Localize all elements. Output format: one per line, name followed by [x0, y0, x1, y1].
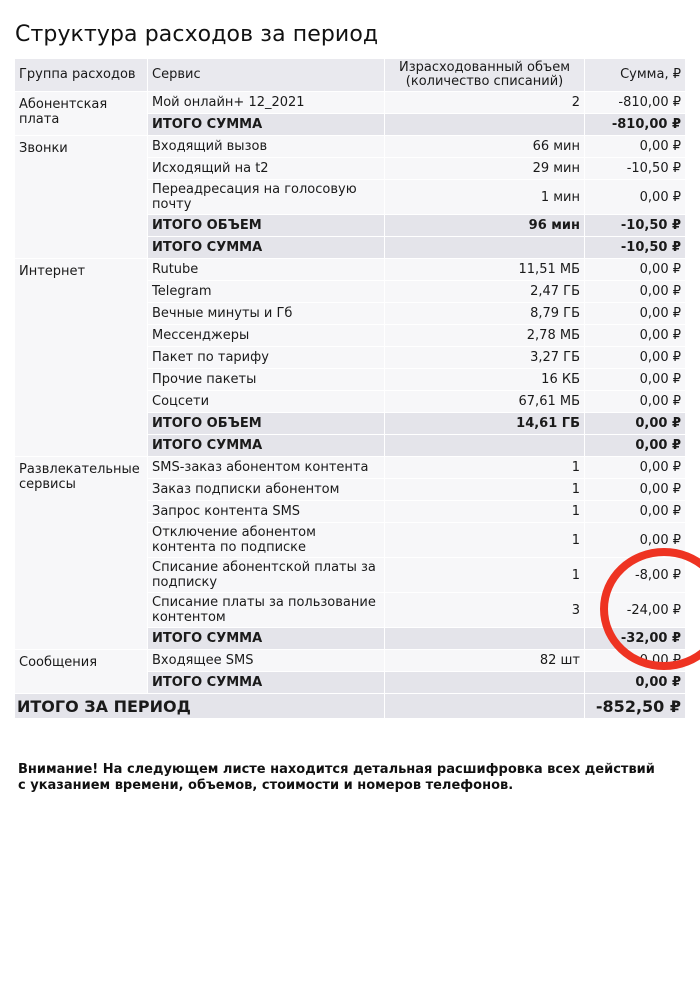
service-cell: Прочие пакеты: [148, 369, 385, 391]
period-total-spacer: [385, 694, 585, 719]
subtotal-volume: [385, 672, 585, 694]
volume-cell: 66 мин: [385, 136, 585, 158]
amount-cell: 0,00 ₽: [585, 501, 686, 523]
amount-cell: 0,00 ₽: [585, 523, 686, 558]
amount-cell: 0,00 ₽: [585, 391, 686, 413]
volume-cell: 11,51 МБ: [385, 259, 585, 281]
header-service: Сервис: [148, 59, 385, 92]
subtotal-amount: -32,00 ₽: [585, 628, 686, 650]
volume-cell: 8,79 ГБ: [385, 303, 585, 325]
service-cell: Исходящий на t2: [148, 158, 385, 180]
volume-cell: 1: [385, 501, 585, 523]
subtotal-volume: [385, 114, 585, 136]
period-total-row: [15, 694, 686, 719]
volume-cell: 1: [385, 457, 585, 479]
amount-cell: -10,50 ₽: [585, 158, 686, 180]
table-body: [15, 92, 686, 719]
group-cell: Развлекательные сервисы: [15, 457, 148, 650]
subtotal-amount: 0,00 ₽: [585, 435, 686, 457]
table-row: [15, 92, 686, 114]
service-cell: Входящее SMS: [148, 650, 385, 672]
expense-table: [14, 58, 686, 719]
service-cell: Входящий вызов: [148, 136, 385, 158]
subtotal-volume: 14,61 ГБ: [385, 413, 585, 435]
group-cell: Сообщения: [15, 650, 148, 694]
service-cell: Списание платы за пользование контентом: [148, 593, 385, 628]
subtotal-label: ИТОГО СУММА: [148, 672, 385, 694]
amount-cell: 0,00 ₽: [585, 136, 686, 158]
header-group: Группа расходов: [15, 59, 148, 92]
volume-cell: 1: [385, 523, 585, 558]
amount-cell: 0,00 ₽: [585, 369, 686, 391]
volume-cell: 2,47 ГБ: [385, 281, 585, 303]
page-title: Структура расходов за период: [15, 22, 379, 47]
amount-cell: -24,00 ₽: [585, 593, 686, 628]
service-cell: SMS-заказ абонентом контента: [148, 457, 385, 479]
subtotal-volume: [385, 628, 585, 650]
amount-cell: 0,00 ₽: [585, 281, 686, 303]
service-cell: Мой онлайн+ 12_2021: [148, 92, 385, 114]
service-cell: Мессенджеры: [148, 325, 385, 347]
subtotal-volume: 96 мин: [385, 215, 585, 237]
volume-cell: 1: [385, 558, 585, 593]
volume-cell: 3: [385, 593, 585, 628]
volume-cell: 29 мин: [385, 158, 585, 180]
subtotal-label: ИТОГО ОБЪЕМ: [148, 413, 385, 435]
group-cell: Абонентская плата: [15, 92, 148, 136]
attention-note: Внимание! На следующем листе находится детальная расшифровка всех действий с указанием времени, объемов, стоимости и номеров телефонов.: [18, 762, 655, 793]
subtotal-volume: [385, 435, 585, 457]
amount-cell: 0,00 ₽: [585, 347, 686, 369]
service-cell: Telegram: [148, 281, 385, 303]
header-amount: Сумма, ₽: [585, 59, 686, 92]
group-cell: Звонки: [15, 136, 148, 259]
amount-cell: 0,00 ₽: [585, 303, 686, 325]
volume-cell: 16 КБ: [385, 369, 585, 391]
service-cell: Соцсети: [148, 391, 385, 413]
table-header-row: [15, 59, 686, 92]
amount-cell: -810,00 ₽: [585, 92, 686, 114]
amount-cell: 0,00 ₽: [585, 457, 686, 479]
service-cell: Rutube: [148, 259, 385, 281]
subtotal-label: ИТОГО СУММА: [148, 114, 385, 136]
subtotal-amount: 0,00 ₽: [585, 672, 686, 694]
amount-cell: 0,00 ₽: [585, 259, 686, 281]
service-cell: Заказ подписки абонентом: [148, 479, 385, 501]
volume-cell: 67,61 МБ: [385, 391, 585, 413]
subtotal-amount: 0,00 ₽: [585, 413, 686, 435]
service-cell: Пакет по тарифу: [148, 347, 385, 369]
volume-cell: 3,27 ГБ: [385, 347, 585, 369]
amount-cell: 0,00 ₽: [585, 325, 686, 347]
service-cell: Запрос контента SMS: [148, 501, 385, 523]
subtotal-label: ИТОГО СУММА: [148, 237, 385, 259]
period-total-label: ИТОГО ЗА ПЕРИОД: [15, 694, 385, 719]
subtotal-amount: -10,50 ₽: [585, 237, 686, 259]
group-cell: Интернет: [15, 259, 148, 457]
subtotal-amount: -810,00 ₽: [585, 114, 686, 136]
amount-cell: 0,00 ₽: [585, 180, 686, 215]
subtotal-label: ИТОГО СУММА: [148, 435, 385, 457]
volume-cell: 82 шт: [385, 650, 585, 672]
volume-cell: 1: [385, 479, 585, 501]
amount-cell: 0,00 ₽: [585, 479, 686, 501]
service-cell: Списание абонентской платы за подписку: [148, 558, 385, 593]
service-cell: Вечные минуты и Гб: [148, 303, 385, 325]
table-row: [15, 136, 686, 158]
subtotal-label: ИТОГО СУММА: [148, 628, 385, 650]
amount-cell: 0,00 ₽: [585, 650, 686, 672]
volume-cell: 1 мин: [385, 180, 585, 215]
service-cell: Переадресация на голосовую почту: [148, 180, 385, 215]
volume-cell: 2: [385, 92, 585, 114]
period-total-amount: -852,50 ₽: [585, 694, 686, 719]
service-cell: Отключение абонентом контента по подписке: [148, 523, 385, 558]
amount-cell: -8,00 ₽: [585, 558, 686, 593]
table-row: [15, 259, 686, 281]
table-row: [15, 650, 686, 672]
subtotal-volume: [385, 237, 585, 259]
subtotal-label: ИТОГО ОБЪЕМ: [148, 215, 385, 237]
header-volume: Израсходованный объем (количество списаний): [385, 59, 585, 92]
table-row: [15, 457, 686, 479]
subtotal-amount: -10,50 ₽: [585, 215, 686, 237]
volume-cell: 2,78 МБ: [385, 325, 585, 347]
